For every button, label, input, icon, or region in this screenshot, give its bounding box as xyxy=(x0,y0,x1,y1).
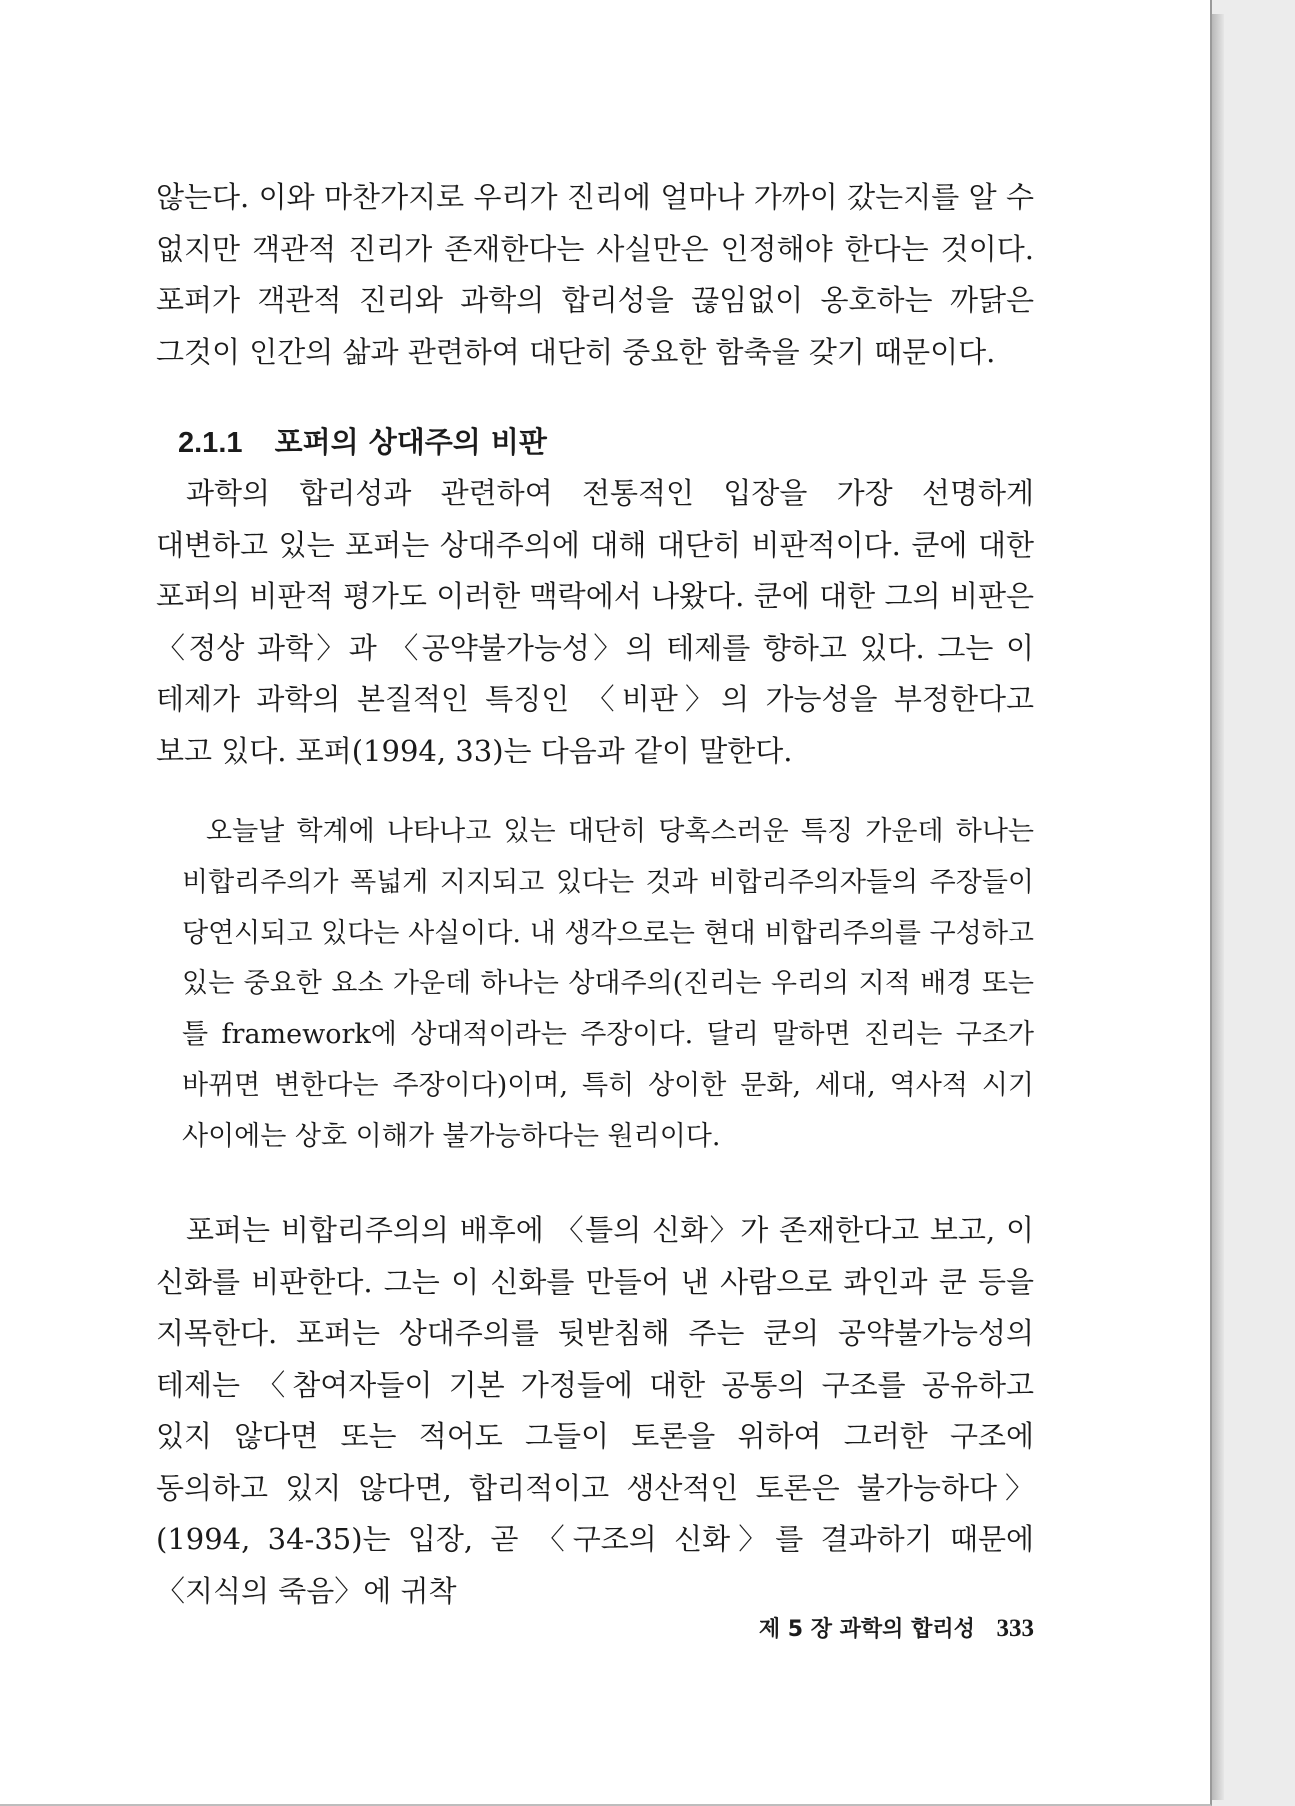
page-edge-shadow xyxy=(1212,14,1224,1800)
section-title: 포퍼의 상대주의 비판 xyxy=(274,425,547,459)
block-quote xyxy=(182,807,1034,1163)
paragraph-2-text: 과학의 합리성과 관련하여 전통적인 입장을 가장 선명하게 대변하고 있는 포퍼는 상대주의에 대해 대단히 비판적이다. 쿤에 대한 포퍼의 비판적 평가도 이러한 맥락에서 나왔다. 쿤에 대한 그의 비판은 〈정상 과학〉과 〈공약불가능성〉의 테제를 향하고 있다. 그는 이 테제가 과학의 본질적인 특징인 〈비판〉의 가능성을 부정한다고 보고 있다. 포퍼(1994, 33)는 다음과 같이 말한다. xyxy=(156,476,1034,768)
running-head: 제 5 장 과학의 합리성 xyxy=(758,1617,975,1642)
block-quote-text: 오늘날 학계에 나타나고 있는 대단히 당혹스러운 특징 가운데 하나는 비합리주의가 폭넓게 지지되고 있다는 것과 비합리주의자들의 주장들이 당연시되고 있다는 사실이다. 내 생각으로는 현대 비합리주의를 구성하고 있는 중요한 요소 가운데 하나는 상대주의(진리는 우리의 지적 배경 또는 틀 framework에 상대적이라는 주장이다. 달리 말하면 진리는 구조가 바뀌면 변한다는 주장이다)이며, 특히 상이한 문화, 세대, 역사적 시기 사이에는 상호 이해가 불가능하다는 원리이다. xyxy=(182,816,1034,1152)
section-number: 2.1.1 xyxy=(178,427,243,459)
paragraph-continuation xyxy=(156,172,1034,378)
paragraph-3 xyxy=(156,1205,1034,1617)
paragraph-1-text: 않는다. 이와 마찬가지로 우리가 진리에 얼마나 가까이 갔는지를 알 수 없지만 객관적 진리가 존재한다는 사실만은 인정해야 한다는 것이다. 포퍼가 객관적 진리와 과학의 합리성을 끊임없이 옹호하는 까닭은 그것이 인간의 삶과 관련하여 대단히 중요한 함축을 갖기 때문이다. xyxy=(156,180,1034,369)
page-number: 333 xyxy=(996,1615,1034,1642)
section-heading xyxy=(178,420,547,461)
page-footer xyxy=(720,1612,1034,1643)
paragraph-3-text: 포퍼는 비합리주의의 배후에 〈틀의 신화〉가 존재한다고 보고, 이 신화를 비판한다. 그는 이 신화를 만들어 낸 사람으로 콰인과 쿤 등을 지목한다. 포퍼는 상대주의를 뒷받침해 주는 쿤의 공약불가능성의 테제는 〈참여자들이 기본 가정들에 대한 공통의 구조를 공유하고 있지 않다면 또는 적어도 그들이 토론을 위하여 그러한 구조에 동의하고 있지 않다면, 합리적이고 생산적인 토론은 불가능하다〉(1994, 34-35)는 입장, 곧 〈구조의 신화〉를 결과하기 때문에 〈지식의 죽음〉에 귀착 xyxy=(156,1213,1034,1608)
paragraph-2 xyxy=(156,468,1034,777)
